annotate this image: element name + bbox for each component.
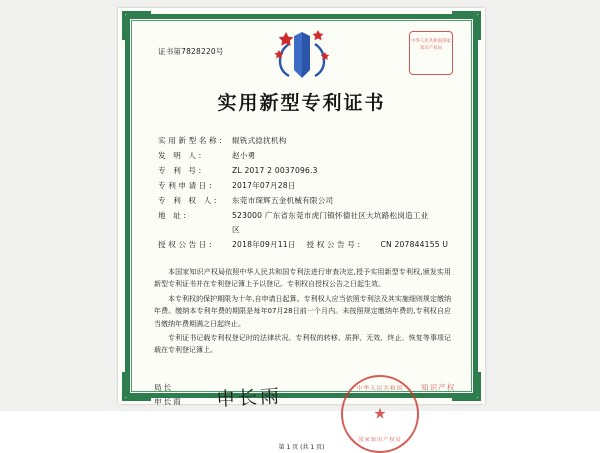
- certificate-number: 证书第7828220号: [158, 47, 224, 56]
- director-title-label: 局长: [154, 382, 174, 392]
- ip-watermark-text: 知识产权: [421, 382, 456, 392]
- director-signature: 申长雨: [215, 385, 283, 411]
- certificate-header: [140, 28, 463, 86]
- field-value: 2017年07月28日: [232, 181, 296, 190]
- field-label: 地 址:: [158, 211, 189, 220]
- page-title: 实用新型专利证书: [217, 92, 386, 114]
- field-label: 专 利 权 人:: [158, 196, 219, 205]
- field-label: 实用新型名称:: [158, 136, 225, 145]
- field-value: 523000 广东省东莞市虎门镇怀德社区大坑路松岗造工业: [232, 211, 429, 220]
- certificate-sheet: [118, 8, 485, 451]
- grant-announce-number-value: CN 207844155 U: [380, 240, 449, 249]
- field-label: 专利申请日:: [158, 181, 215, 190]
- field-label: 专 利 号:: [158, 166, 204, 175]
- field-label: 发 明 人:: [158, 151, 204, 160]
- field-row-patentee: [158, 193, 455, 208]
- field-list: [140, 133, 463, 252]
- field-value: 辊铣式捻扰机构: [232, 136, 287, 145]
- grant-announce-number-label: 授权公告号:: [306, 240, 363, 249]
- field-row-utility-model-name: [158, 133, 455, 148]
- field-value: 2018年09月11日: [232, 240, 296, 249]
- cnipa-logo-icon: [269, 26, 335, 88]
- paragraph-2: 本专利权的保护期限为十年,自申请日起算。专利权人应当依照专利法及其实施细则规定缴纳年费。缴纳本专利年费的期限是每年07月28日前一个月内。未按照规定缴纳年费的,专利权自应当缴纳年费期满之日起终止。: [154, 294, 451, 328]
- page-footer: 第 1 页 (共 1 页): [278, 443, 325, 451]
- paragraph-3: 专利证书记载专利权登记时的法律状况。专利权的转移、质押、无效、终止、恢复等事项记载在专利登记簿上。: [154, 334, 451, 355]
- seal-star-icon: ★: [373, 404, 387, 423]
- field-row-grant-announcement: [158, 237, 455, 252]
- field-row-inventor: [158, 148, 455, 163]
- field-value: 东莞市琛辉五金机械有限公司: [232, 196, 334, 205]
- director-name-label: 申长雨: [154, 396, 183, 406]
- paragraph-1: 本国家知识产权局依照中华人民共和国专利法进行审查决定,授予实用新型专利权,颁发实用新型专利证书并在专利登记簿上予以登记。专利权自授权公告之日起生效。: [154, 268, 451, 289]
- seal-bottom-text: 国家知识产权局: [358, 436, 402, 443]
- certificate-content: [140, 28, 463, 451]
- field-value: ZL 2017 2 0037096.3: [232, 166, 318, 175]
- field-row-patent-number: [158, 163, 455, 178]
- field-row-address: [158, 208, 455, 223]
- signature-area: [140, 381, 463, 451]
- field-row-application-date: [158, 178, 455, 193]
- field-value: 赵小勇: [232, 151, 256, 160]
- cnipa-red-stamp: 中华人民共和国国家知识产权局: [409, 31, 453, 75]
- field-label: 授权公告日:: [158, 240, 215, 249]
- seal-top-text: 中华人民共和国: [356, 385, 404, 392]
- field-row-address-continued: 区: [232, 225, 240, 234]
